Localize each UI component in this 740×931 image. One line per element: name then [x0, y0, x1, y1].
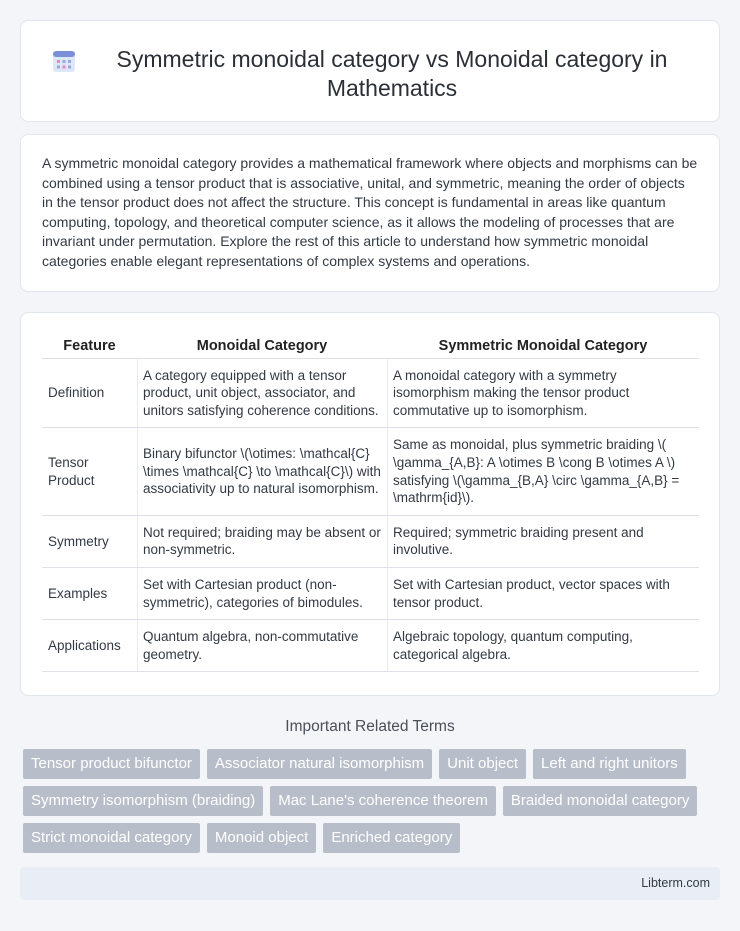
table-header-row [42, 333, 699, 359]
row-feature: Tensor Product [42, 428, 137, 515]
table-row [42, 620, 699, 672]
footer-bar [20, 867, 720, 900]
related-terms-list [23, 749, 713, 853]
related-term-tag[interactable]: Braided monoidal category [503, 786, 697, 816]
table-row [42, 516, 699, 568]
related-term-tag[interactable]: Mac Lane's coherence theorem [270, 786, 496, 816]
related-term-tag[interactable]: Strict monoidal category [23, 823, 200, 853]
row-monoidal: Binary bifunctor \(\otimes: \mathcal{C} \times \mathcal{C} \to \mathcal{C}\) with associativity up to natural isomorphism. [137, 428, 387, 515]
row-monoidal: Not required; braiding may be absent or non-symmetric. [137, 516, 387, 568]
header-monoidal: Monoidal Category [137, 333, 387, 359]
row-feature: Symmetry [42, 516, 137, 568]
comparison-table [42, 333, 699, 672]
title-card [20, 20, 720, 122]
related-term-tag[interactable]: Enriched category [323, 823, 460, 853]
header-feature: Feature [42, 333, 137, 359]
related-term-tag[interactable]: Unit object [439, 749, 526, 779]
intro-card [20, 134, 720, 292]
table-row [42, 428, 699, 515]
row-symmetric: Required; symmetric braiding present and involutive. [387, 516, 699, 568]
row-feature: Examples [42, 568, 137, 620]
related-term-tag[interactable]: Monoid object [207, 823, 316, 853]
intro-paragraph: A symmetric monoidal category provides a mathematical framework where objects and morphisms can be combined using a tensor product that is associative, unital, and symmetric, meaning the order of objects in the tensor product does not affect the structure. This concept is fundamental in areas like quantum computing, topology, and theoretical computer science, as it allows the modeling of processes that are invariant under permutation. Explore the rest of this article to understand how symmetric monoidal categories enable elegant representations of complex systems and operations. [42, 155, 698, 269]
row-monoidal: Set with Cartesian product (non-symmetric), categories of bimodules. [137, 568, 387, 620]
related-term-tag[interactable]: Left and right unitors [533, 749, 686, 779]
page-title: Symmetric monoidal category vs Monoidal category in Mathematics [116, 46, 668, 101]
related-term-tag[interactable]: Symmetry isomorphism (braiding) [23, 786, 263, 816]
related-terms-title: Important Related Terms [285, 718, 455, 735]
row-monoidal: Quantum algebra, non-commutative geometry. [137, 620, 387, 672]
row-symmetric: Algebraic topology, quantum computing, categorical algebra. [387, 620, 699, 672]
related-term-tag[interactable]: Associator natural isomorphism [207, 749, 432, 779]
row-feature: Applications [42, 620, 137, 672]
table-row [42, 568, 699, 620]
footer-site-link[interactable]: Libterm.com [641, 876, 710, 890]
row-monoidal: A category equipped with a tensor product, unit object, associator, and unitors satisfying coherence conditions. [137, 359, 387, 429]
row-symmetric: A monoidal category with a symmetry isomorphism making the tensor product commutative up to isomorphism. [387, 359, 699, 429]
calendar-grid-icon [51, 48, 77, 74]
table-row [42, 359, 699, 429]
row-feature: Definition [42, 359, 137, 429]
related-term-tag[interactable]: Tensor product bifunctor [23, 749, 200, 779]
header-symmetric: Symmetric Monoidal Category [387, 333, 699, 359]
row-symmetric: Set with Cartesian product, vector spaces with tensor product. [387, 568, 699, 620]
comparison-card [20, 312, 720, 696]
row-symmetric: Same as monoidal, plus symmetric braiding \( \gamma_{A,B}: A \otimes B \cong B \otimes A \) satisfying \(\gamma_{B,A} \circ \gamma_{A,B} = \mathrm{id}\). [387, 428, 699, 515]
